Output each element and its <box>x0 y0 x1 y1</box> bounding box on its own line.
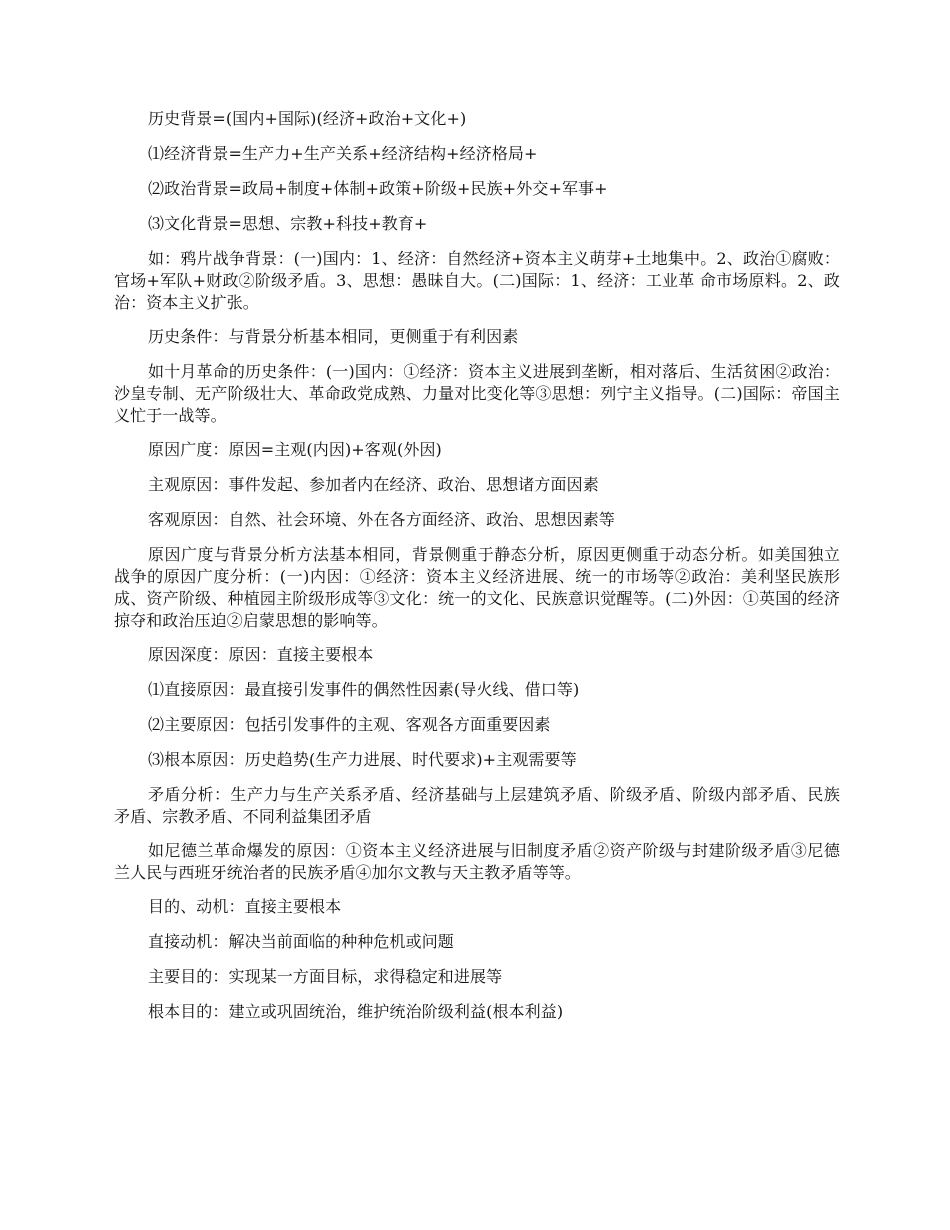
document-body <box>114 108 840 1036</box>
paragraph-direct-cause: ⑴直接原因：最直接引发事件的偶然性因素(导火线、借口等) <box>148 680 580 699</box>
paragraph-subjective-causes: 主观原因：事件发起、参加者内在经济、政治、思想诸方面因素 <box>148 475 599 494</box>
paragraph-historical-background: 历史背景=(国内+国际)(经济+政治+文化+) <box>148 109 467 128</box>
paragraph-direct-motive: 直接动机：解决当前面临的种种危机或问题 <box>148 932 454 951</box>
paragraph-fundamental-purpose: 根本目的：建立或巩固统治，维护统治阶级利益(根本利益) <box>148 1002 564 1021</box>
paragraph-historical-conditions: 历史条件：与背景分析基本相同，更侧重于有利因素 <box>148 327 519 346</box>
paragraph-main-cause: ⑵主要原因：包括引发事件的主观、客观各方面重要因素 <box>148 715 551 734</box>
paragraph-dutch-revolution-example: 如尼德兰革命爆发的原因：①资本主义经济进展与旧制度矛盾②资产阶级与封建阶级矛盾③尼德兰人民与西班牙统治者的民族矛盾④加尔文教与天主教矛盾等等。 <box>114 841 840 882</box>
paragraph-political-background: ⑵政治背景=政局+制度+体制+政策+阶级+民族+外交+军事+ <box>148 179 608 198</box>
paragraph-opium-war-example: 如：鸦片战争背景：(一)国内：1、经济：自然经济+资本主义萌芽+土地集中。2、政治①腐败：官场+军队+财政②阶级矛盾。3、思想：愚昧自大。(二)国际：1、经济：工业革 命市场原料。2、政治：资本主义扩张。 <box>114 249 840 312</box>
paragraph-contradiction-analysis: 矛盾分析：生产力与生产关系矛盾、经济基础与上层建筑矛盾、阶级矛盾、阶级内部矛盾、民族矛盾、宗教矛盾、不同利益集团矛盾 <box>114 785 840 826</box>
paragraph-cause-depth: 原因深度：原因：直接主要根本 <box>148 645 374 664</box>
paragraph-cause-breadth: 原因广度：原因=主观(内因)+客观(外因) <box>148 440 442 459</box>
paragraph-economic-background: ⑴经济背景=生产力+生产关系+经济结构+经济格局+ <box>148 144 538 163</box>
paragraph-main-purpose: 主要目的：实现某一方面目标，求得稳定和进展等 <box>148 967 503 986</box>
paragraph-purpose-motive: 目的、动机：直接主要根本 <box>148 897 342 916</box>
paragraph-american-independence-example: 原因广度与背景分析方法基本相同，背景侧重于静态分析，原因更侧重于动态分析。如美国独立战争的原因广度分析：(一)内因：①经济：资本主义经济进展、统一的市场等②政治：美利坚民族形成、资产阶级、种植园主阶级形成等③文化：统一的文化、民族意识觉醒等。(二)外因：①英国的经济掠夺和政治压迫②启蒙思想的影响等。 <box>114 545 840 630</box>
paragraph-root-cause: ⑶根本原因：历史趋势(生产力进展、时代要求)+主观需要等 <box>148 750 577 769</box>
paragraph-cultural-background: ⑶文化背景=思想、宗教+科技+教育+ <box>148 214 428 233</box>
paragraph-october-revolution-example: 如十月革命的历史条件：(一)国内：①经济：资本主义进展到垄断，相对落后、生活贫困②政治：沙皇专制、无产阶级壮大、革命政党成熟、力量对比变化等③思想：列宁主义指导。(二)国际：帝国主义忙于一战等。 <box>114 362 840 425</box>
paragraph-objective-causes: 客观原因：自然、社会环境、外在各方面经济、政治、思想因素等 <box>148 510 615 529</box>
